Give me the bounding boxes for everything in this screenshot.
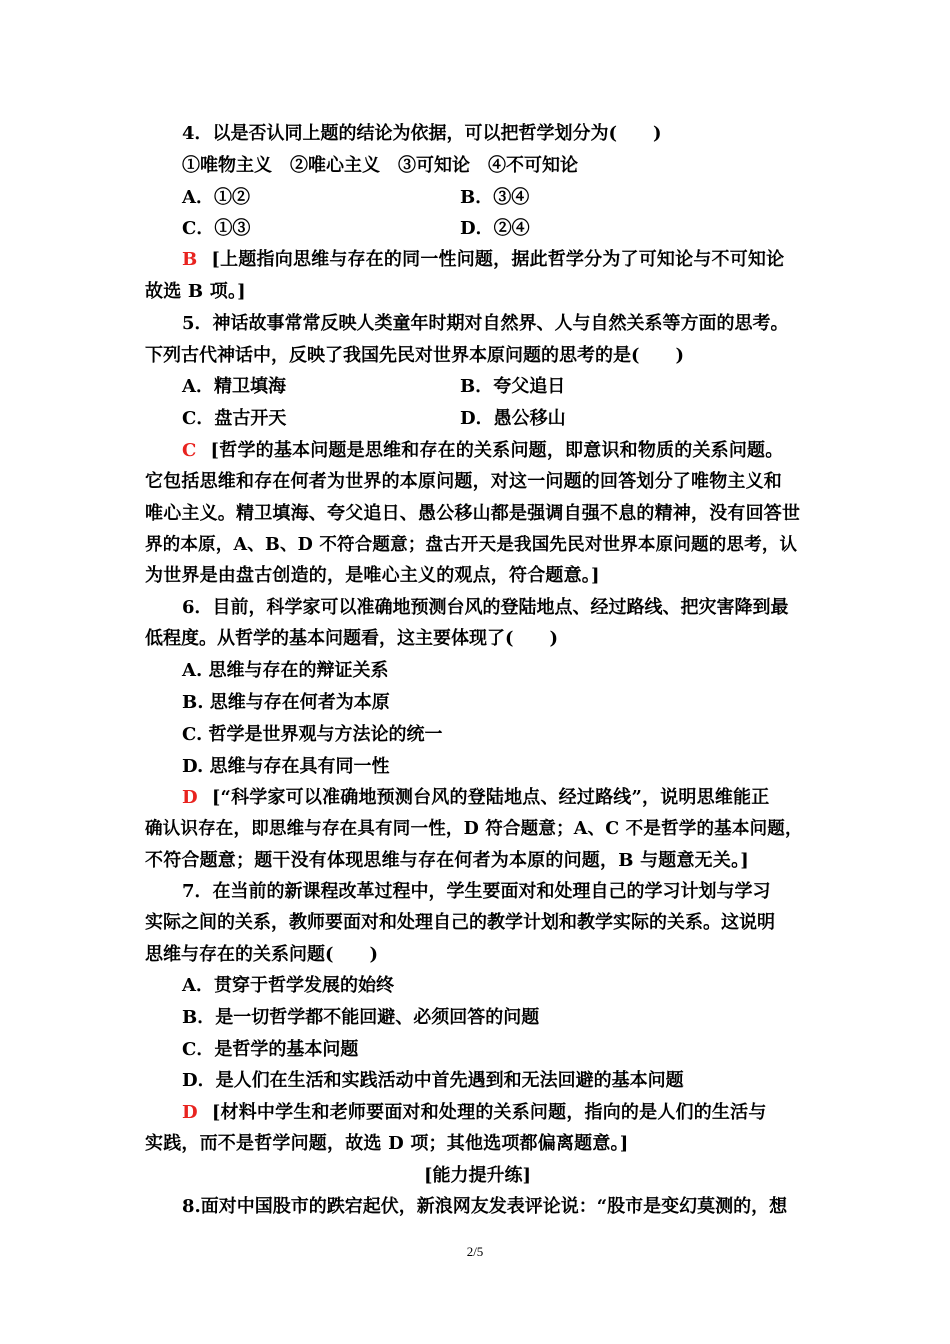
q7-option-c: C．是哲学的基本问题 [182, 1039, 359, 1060]
q4-option-a: A．①② [182, 187, 250, 208]
q4-option-b: B．③④ [460, 187, 530, 208]
q6-answer-line1 [182, 782, 810, 814]
q6-option-c: C. 哲学是世界观与方法论的统一 [182, 724, 443, 745]
q5-option-b: B．夸父追日 [460, 376, 566, 397]
q6-answer-text: [“科学家可以准确地预测台风的登陆地点、经过路线”，说明思维能正 [211, 787, 770, 808]
q7-answer-line1 [182, 1097, 810, 1129]
q5-options-row2 [182, 403, 810, 435]
q4-answer-line2: 故选 B 项。] [145, 281, 246, 302]
q4-items: ①唯物主义 ②唯心主义 ③可知论 ④不可知论 [182, 155, 578, 176]
q5-options-row1 [182, 371, 810, 403]
q4-stem: 4．以是否认同上题的结论为依据，可以把哲学划分为( ) [182, 123, 662, 144]
q6-answer-letter: D [182, 787, 198, 808]
q7-stem-line2: 实际之间的关系，教师要面对和处理自己的教学计划和教学实际的关系。这说明 [145, 912, 775, 933]
q7-option-a: A．贯穿于哲学发展的始终 [182, 975, 394, 996]
q6-stem-line2: 低程度。从哲学的基本问题看，这主要体现了( ) [145, 628, 559, 649]
q6-option-b: B. 思维与存在何者为本原 [182, 692, 390, 713]
q6-option-d: D. 思维与存在具有同一性 [182, 756, 390, 777]
q5-option-d: D．愚公移山 [460, 408, 566, 429]
q4-options-row1 [182, 182, 810, 214]
q5-answer-line4: 界的本原，A、B、D 不符合题意；盘古开天是我国先民对世界本原问题的思考，认 [145, 535, 798, 555]
q7-answer-letter: D [182, 1102, 198, 1123]
q4-answer-letter: B [182, 249, 198, 270]
q7-stem-line3: 思维与存在的关系问题( ) [145, 944, 379, 965]
q4-options-row2 [182, 213, 810, 245]
q6-stem-line1: 6．目前，科学家可以准确地预测台风的登陆地点、经过路线、把灾害降到最 [182, 597, 789, 618]
q7-stem-line1: 7．在当前的新课程改革过程中，学生要面对和处理自己的学习计划与学习 [182, 881, 771, 902]
q6-answer-line3: 不符合题意；题干没有体现思维与存在何者为本原的问题，B 与题意无关。] [145, 850, 749, 871]
q5-answer-line2: 它包括思维和存在何者为世界的本原问题，对这一问题的回答划分了唯物主义和 [145, 471, 782, 492]
q5-option-a: A．精卫填海 [182, 376, 286, 397]
q5-stem-line1: 5．神话故事常常反映人类童年时期对自然界、人与自然关系等方面的思考。 [182, 313, 789, 334]
q5-answer-text: [哲学的基本问题是思维和存在的关系问题，即意识和物质的关系问题。 [210, 440, 784, 461]
q5-option-c: C．盘古开天 [182, 408, 287, 429]
q5-answer-line5: 为世界是由盘古创造的，是唯心主义的观点，符合题意。] [145, 565, 600, 586]
q5-answer-line1 [182, 435, 810, 467]
q4-answer-line1 [182, 244, 810, 276]
q5-stem-line2: 下列古代神话中，反映了我国先民对世界本原问题的思考的是( ) [145, 345, 685, 366]
q7-answer-line2: 实践，而不是哲学问题，故选 D 项；其他选项都偏离题意。] [145, 1133, 629, 1154]
q4-option-d: D．②④ [460, 218, 530, 239]
q7-answer-text: [材料中学生和老师要面对和处理的关系问题，指向的是人们的生活与 [211, 1102, 767, 1123]
page-number: 2/5 [466, 1244, 484, 1259]
q7-option-d: D．是人们在生活和实践活动中首先遇到和无法回避的基本问题 [182, 1070, 684, 1091]
q6-answer-line2: 确认识存在，即思维与存在具有同一性，D 符合题意；A、C 不是哲学的基本问题， [145, 819, 803, 839]
q5-answer-line3: 唯心主义。精卫填海、夸父追日、愚公移山都是强调自强不息的精神，没有回答世 [145, 503, 801, 524]
q4-option-c: C．①③ [182, 218, 251, 239]
q6-option-a: A. 思维与存在的辩证关系 [182, 660, 389, 681]
q8-stem-line1: 8.面对中国股市的跌宕起伏，新浪网友发表评论说：“股市是变幻莫测的，想 [182, 1196, 788, 1217]
q5-answer-letter: C [182, 440, 197, 461]
q4-answer-text: [上题指向思维与存在的同一性问题，据此哲学分为了可知论与不可知论 [211, 249, 785, 270]
section-title: [能力提升练] [423, 1165, 532, 1186]
q7-option-b: B．是一切哲学都不能回避、必须回答的问题 [182, 1007, 540, 1028]
